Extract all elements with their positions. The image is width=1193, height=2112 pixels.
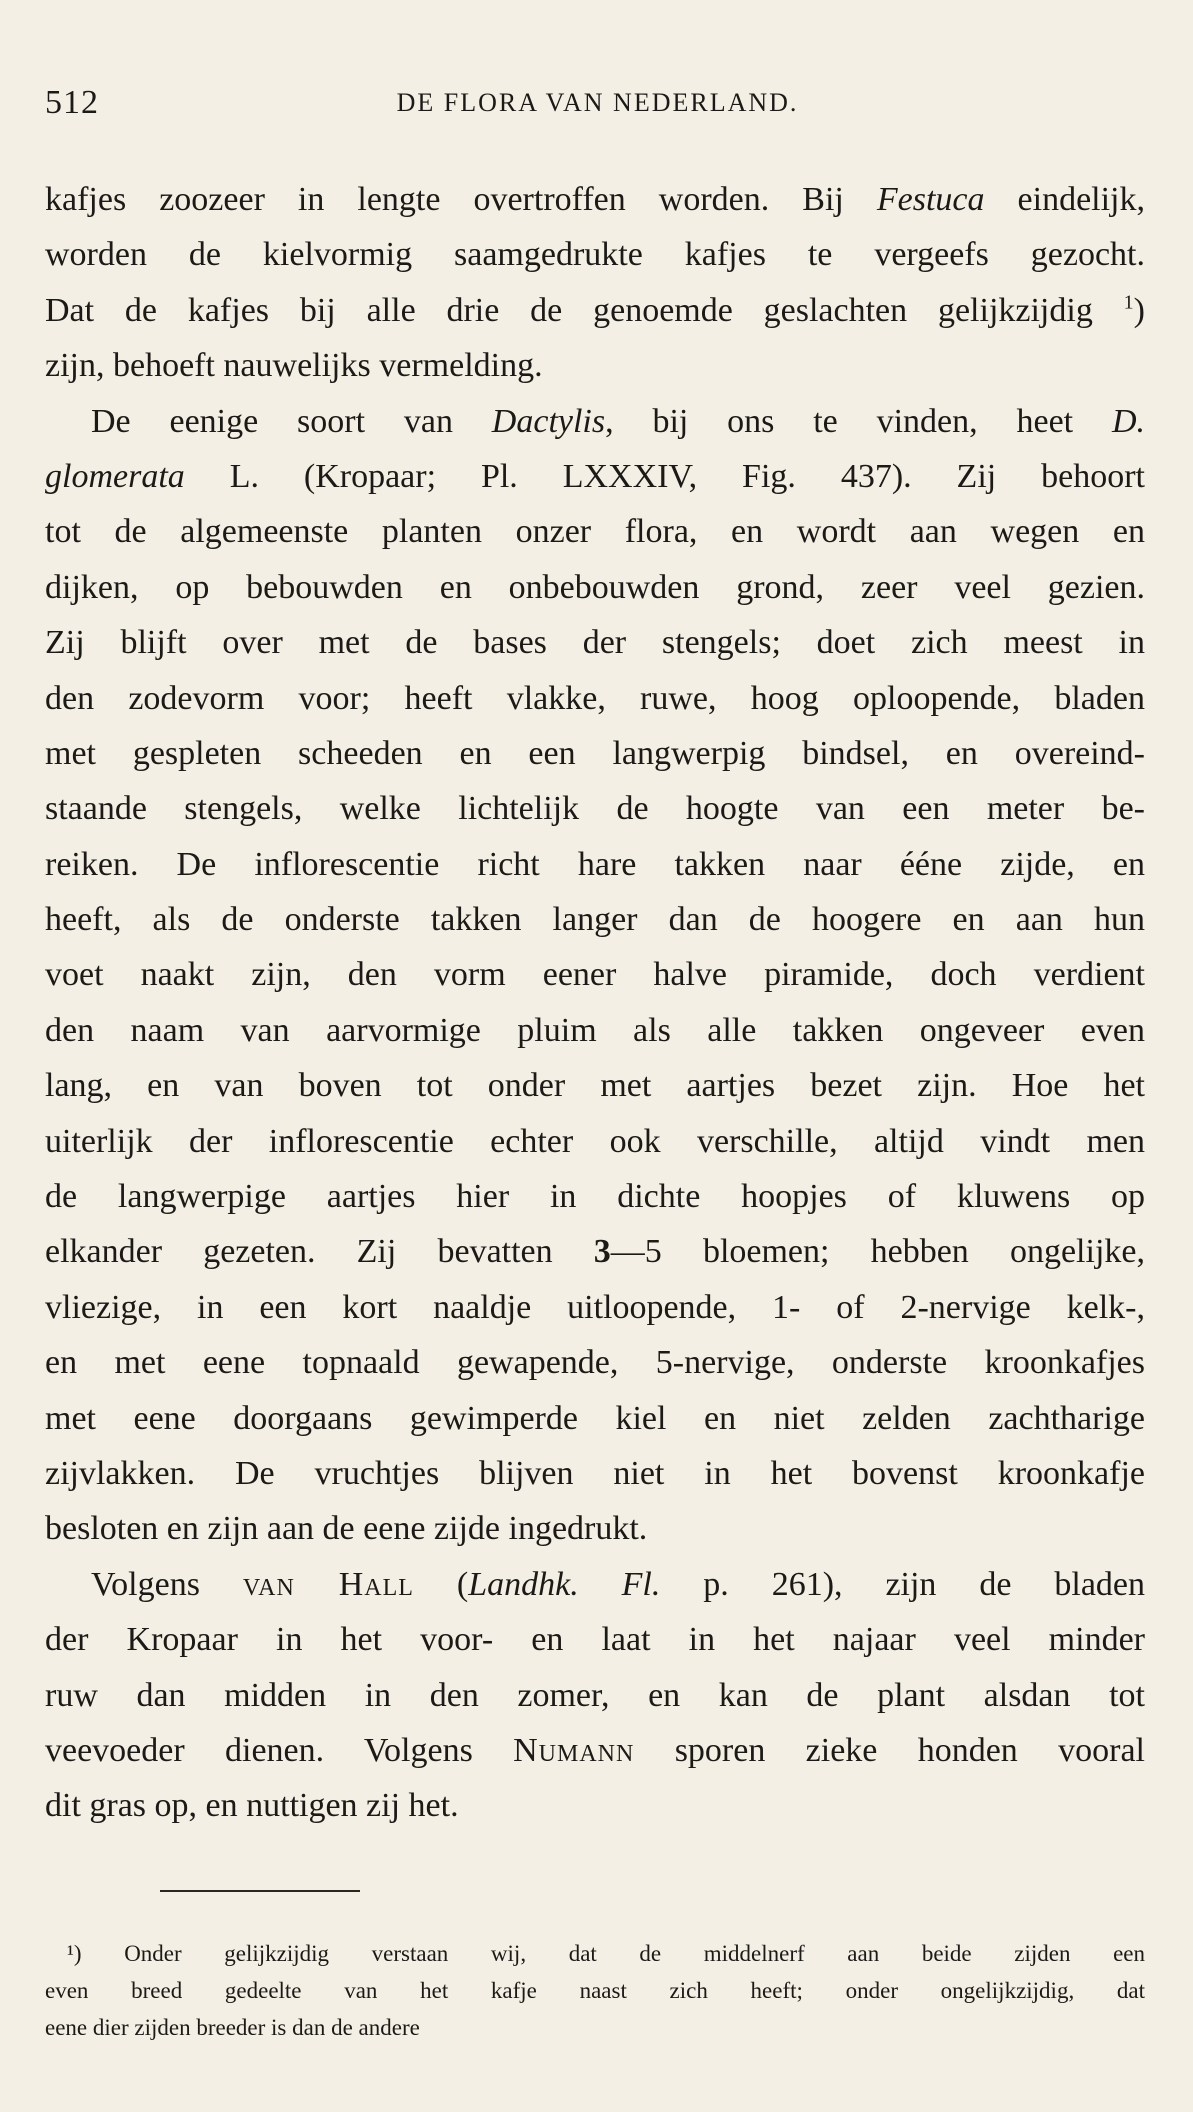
genus-name: Festuca: [876, 181, 985, 218]
text-line: staande stengels, welke lichtelijk de hoogte van een meter be-: [45, 790, 1145, 828]
text-line: vliezige, in een kort naaldje uitloopende, 1- of 2-nervige kelk-,: [45, 1288, 1145, 1326]
text-line: den zodevorm voor; heeft vlakke, ruwe, hoog oploopende, bladen: [45, 679, 1145, 717]
text-line: met gespleten scheeden en een langwerpig bindsel, en overeind-: [45, 734, 1145, 772]
footnote-line: even breed gedeelte van het kafje naast zich heeft; onder ongelijkzijdig, dat: [45, 1978, 1145, 2003]
text-line: de langwerpige aartjes hier in dichte hoopjes of kluwens op: [45, 1178, 1145, 1216]
text-line: zijn, behoeft nauwelijks vermelding.: [45, 347, 543, 385]
species-name: glomerata: [45, 457, 185, 495]
text-line: Dat de kafjes bij alle drie de genoemde geslachten gelijkzijdig $^1$): [45, 291, 1145, 329]
text-line: met eene doorgaans gewimperde kiel en niet zelden zachtharige: [45, 1399, 1145, 1437]
footnote-divider: [160, 1890, 360, 1892]
citation-title: Landhk. Fl.: [468, 1565, 661, 1603]
text-line: ruw dan midden in den zomer, en kan de plant alsdan tot: [45, 1676, 1145, 1714]
text-line: glomerata L. (Kropaar; Pl. LXXXIV, Fig. 437). Zij behoort: [45, 457, 1145, 495]
text-line: der Kropaar in het voor- en laat in het najaar veel minder: [45, 1621, 1145, 1659]
text-line: den naam van aarvormige pluim als alle takken ongeveer even: [45, 1011, 1145, 1049]
footnote-line: ¹) Onder gelijkzijdig verstaan wij, dat de middelnerf aan beide zijden een: [67, 1941, 1145, 1966]
page-number: 512: [45, 84, 99, 121]
genus-name: Dactylis: [491, 402, 606, 440]
text-line: heeft, als de onderste takken langer dan de hoogere en aan hun: [45, 901, 1145, 939]
text-line: en met eene topnaald gewapende, 5-nervige, onderste kroonkafjes: [45, 1344, 1145, 1382]
footnote: [45, 1935, 1145, 2046]
text-line: De eenige soort van Dactylis, bij ons te vinden, heet D.: [91, 402, 1145, 440]
text-line: zijvlakken. De vruchtjes blijven niet in het bovenst kroonkafje: [45, 1454, 1145, 1492]
author-name: Numann: [513, 1731, 635, 1769]
text-line: tot de algemeenste planten onzer flora, en wordt aan wegen en: [45, 513, 1145, 551]
text-line: dit gras op, en nuttigen zij het.: [45, 1787, 459, 1825]
text-line: worden de kielvormig saamgedrukte kafjes te vergeefs gezocht.: [45, 236, 1145, 274]
text-line: reiken. De inflorescentie richt hare takken naar ééne zijde, en: [45, 845, 1145, 883]
text-line: voet naakt zijn, den vorm eener halve piramide, doch verdient: [45, 956, 1145, 994]
footnote-line: eene dier zijden breeder is dan de andere: [45, 2015, 420, 2040]
text-line: Zij blijft over met de bases der stengels; doet zich meest in: [45, 624, 1145, 662]
text-line: veevoeder dienen. Volgens Numann sporen zieke honden vooral: [45, 1731, 1145, 1769]
text-line: uiterlijk der inflorescentie echter ook verschille, altijd vindt men: [45, 1122, 1145, 1160]
text-line: lang, en van boven tot onder met aartjes bezet zijn. Hoe het: [45, 1067, 1145, 1105]
running-title: DE FLORA VAN NEDERLAND.: [396, 88, 799, 117]
footnote-reference[interactable]: 1: [1123, 291, 1134, 314]
text-line: elkander gezeten. Zij bevatten 3—5 bloemen; hebben ongelijke,: [45, 1233, 1145, 1271]
text-line: dijken, op bebouwden en onbebouwden grond, zeer veel gezien.: [45, 568, 1145, 606]
text-line: kafjes zoozeer in lengte overtroffen worden. Bij Festuca eindelijk,: [45, 181, 1146, 218]
page-header: [45, 84, 1150, 130]
text-line: Volgens van Hall (Landhk. Fl. p. 261), zijn de bladen: [91, 1565, 1146, 1603]
text-line: besloten en zijn aan de eene zijde ingedrukt.: [45, 1510, 648, 1548]
author-name: van Hall: [242, 1565, 414, 1603]
main-text: [45, 172, 1145, 1834]
footnote-marker: ¹): [67, 1941, 82, 1966]
